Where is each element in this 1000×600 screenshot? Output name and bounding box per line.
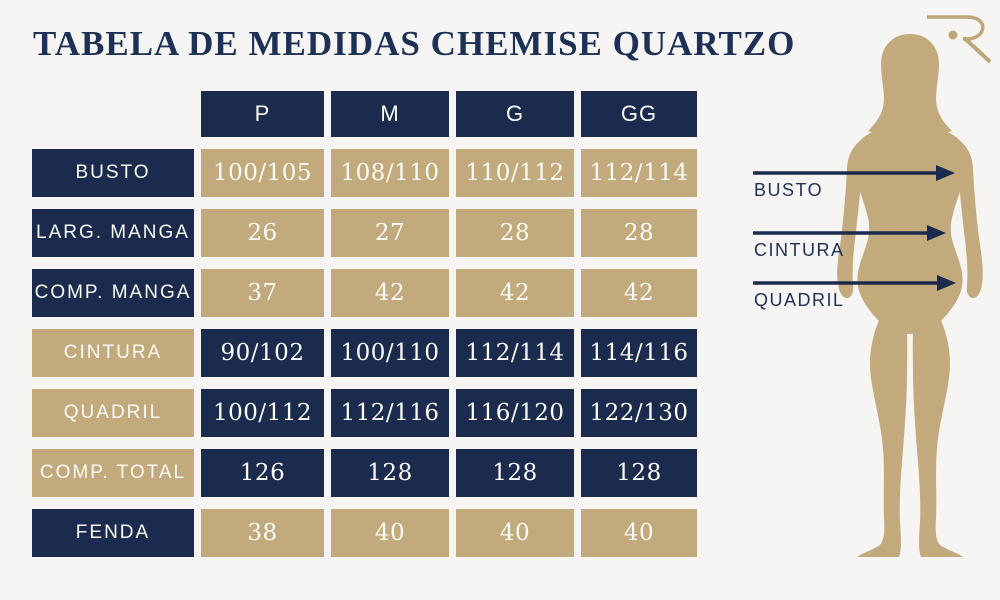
row-label-cell: BUSTO [32, 149, 194, 197]
row-label-cell: COMP. TOTAL [32, 449, 194, 497]
hip-label: QUADRIL [754, 290, 845, 310]
bust-label: BUSTO [754, 180, 824, 200]
size-table [32, 91, 697, 557]
value-cell: 112/116 [331, 389, 449, 437]
value-cell: 114/116 [581, 329, 697, 377]
value-cell: 100/110 [331, 329, 449, 377]
value-cell: 128 [581, 449, 697, 497]
measurement-figure [740, 0, 1000, 600]
row-label-cell: QUADRIL [32, 389, 194, 437]
value-cell: 116/120 [456, 389, 574, 437]
row-label-cell: FENDA [32, 509, 194, 557]
value-cell: 28 [581, 209, 697, 257]
value-cell: 110/112 [456, 149, 574, 197]
size-header-cell: GG [581, 91, 697, 137]
row-label-cell: COMP. MANGA [32, 269, 194, 317]
value-cell: 126 [201, 449, 324, 497]
page-title: TABELA DE MEDIDAS CHEMISE QUARTZO [33, 24, 796, 63]
value-cell: 90/102 [201, 329, 324, 377]
value-cell: 42 [581, 269, 697, 317]
value-cell: 42 [456, 269, 574, 317]
value-cell: 112/114 [581, 149, 697, 197]
value-cell: 100/112 [201, 389, 324, 437]
table-corner [32, 91, 194, 137]
value-cell: 37 [201, 269, 324, 317]
value-cell: 27 [331, 209, 449, 257]
value-cell: 100/105 [201, 149, 324, 197]
value-cell: 26 [201, 209, 324, 257]
value-cell: 112/114 [456, 329, 574, 377]
value-cell: 122/130 [581, 389, 697, 437]
size-header-cell: M [331, 91, 449, 137]
waist-label: CINTURA [754, 240, 845, 260]
value-cell: 40 [581, 509, 697, 557]
size-header-cell: P [201, 91, 324, 137]
row-label-cell: LARG. MANGA [32, 209, 194, 257]
value-cell: 128 [456, 449, 574, 497]
brand-logo-r-icon [924, 10, 996, 66]
value-cell: 28 [456, 209, 574, 257]
value-cell: 128 [331, 449, 449, 497]
value-cell: 42 [331, 269, 449, 317]
row-label-cell: CINTURA [32, 329, 194, 377]
value-cell: 40 [331, 509, 449, 557]
value-cell: 38 [201, 509, 324, 557]
size-header-cell: G [456, 91, 574, 137]
value-cell: 40 [456, 509, 574, 557]
value-cell: 108/110 [331, 149, 449, 197]
